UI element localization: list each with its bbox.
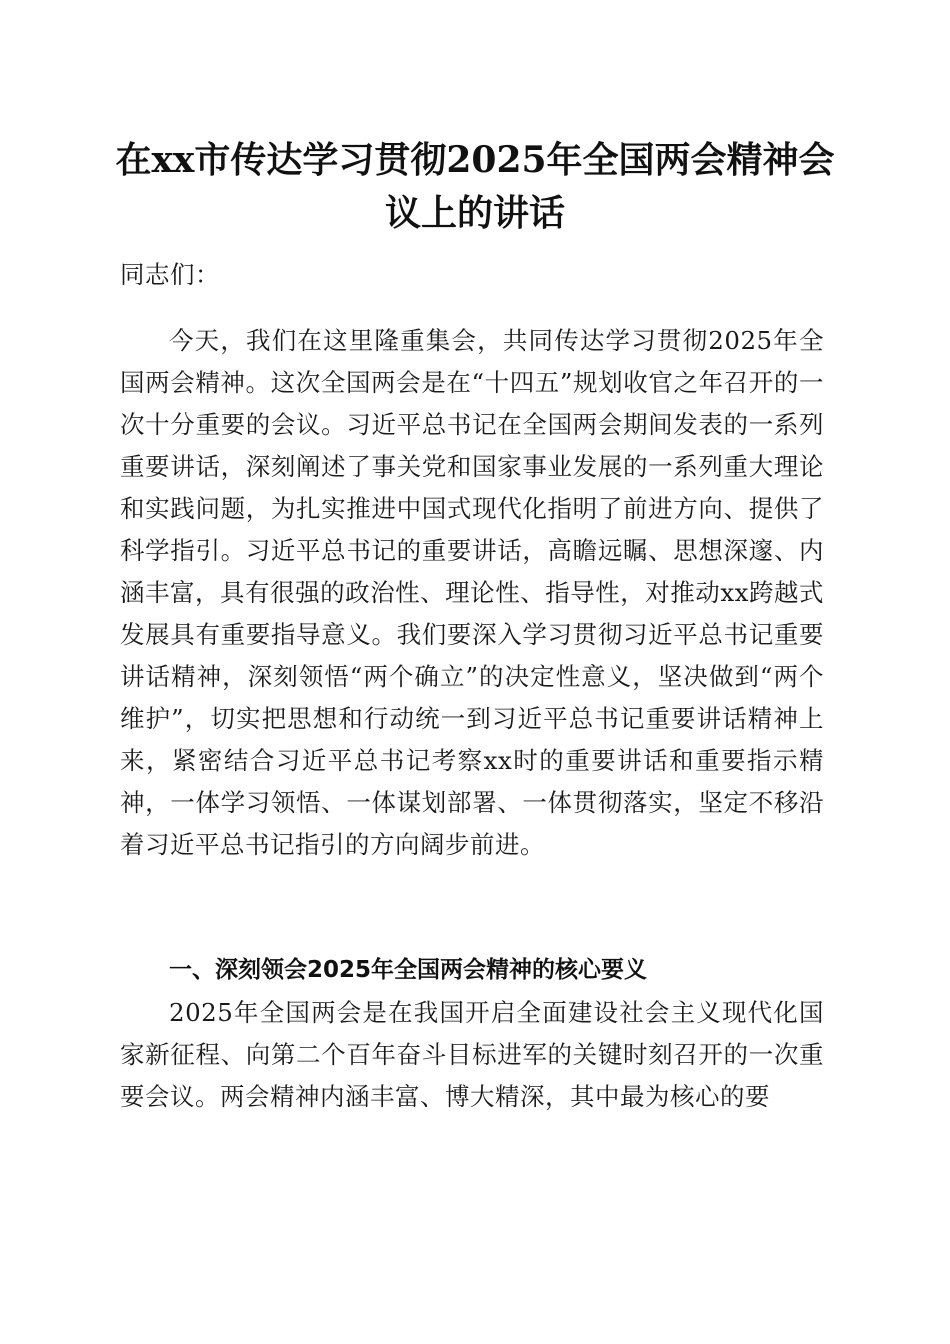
salutation: 同志们：: [120, 260, 220, 289]
section-heading: 一、深刻领会2025年全国两会精神的核心要义: [169, 957, 648, 983]
section-paragraph: 2025年全国两会是在我国开启全面建设社会主义现代化国家新征程、向第二个百年奋斗目标进军的关键时刻召开的一次重要会议。两会精神内涵丰富、博大精深，其中最为核心的要: [120, 998, 824, 1111]
document-title: 在xx市传达学习贯彻2025年全国两会精神会议上的讲话: [115, 139, 835, 234]
intro-paragraph: 今天，我们在这里隆重集会，共同传达学习贯彻2025年全国两会精神。这次全国两会是在“十四五”规划收官之年召开的一次十分重要的会议。习近平总书记在全国两会期间发表的一系列重要讲话，深刻阐述了事关党和国家事业发展的一系列重大理论和实践问题，为扎实推进中国式现代化指明了前进方向、提供了科学指引。习近平总书记的重要讲话，高瞻远瞩、思想深邃、内涵丰富，具有很强的政治性、理论性、指导性，对推动xx跨越式发展具有重要指导意义。我们要深入学习贯彻习近平总书记重要讲话精神，深刻领悟“两个确立”的决定性意义，坚决做到“两个维护”，切实把思想和行动统一到习近平总书记重要讲话精神上来，紧密结合习近平总书记考察xx时的重要讲话和重要指示精神，一体学习领悟、一体谋划部署、一体贯彻落实，坚定不移沿着习近平总书记指引的方向阔步前进。: [120, 326, 824, 859]
